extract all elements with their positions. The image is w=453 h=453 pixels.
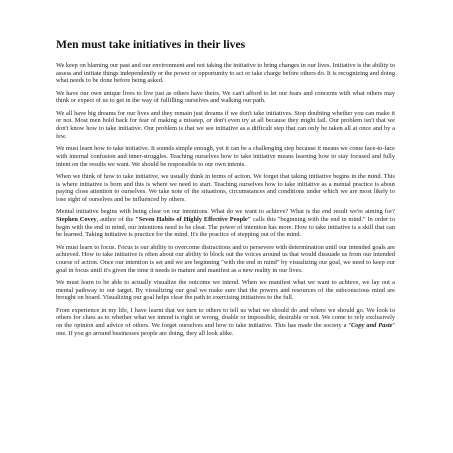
paragraph (56, 173, 395, 204)
text-run: We all have big dreams for our lives and they remain just dreams if we don't take initiatives. Stop doubting whether you can make it or not. Most men hold back for fear of making a misstep, or don't even try at all because they might fail. Our problem isn't that we don't know how to take initiative. Our problem is that we see initiative as a difficult step that can only be taken all at once and by a few. (56, 109, 395, 140)
text-run: Mental initiative begins with being clear on our intentions. What do we want to achieve? What is the end result we're aiming for? (56, 208, 395, 216)
text-run: " one. If you go around businesses people are doing, they all look alike. (56, 322, 395, 337)
text-run: We must learn to focus. Focus is our ability to overcome distractions and to persevere with determination until our intended goals are achieved. How to take initiative is often about our ability to block out the voices around us that would dissuade us from our intended course of action. Once our intention is set and we are beginning "with the end in mind" by visualizing our goal, we need to keep our goal in focus until it's given the time it needs to mature and manifest as a new reality in our lives. (56, 243, 395, 274)
text-run: We must learn how to take initiative. It sounds simple enough, yet it can be a challenging step because it means we come face-to-face with internal confusion and inner-struggles. Teaching ourselves how to take initiative means learning how to stay focused and fully intent on the results we want. We should be responsible to our own intents. (56, 145, 395, 168)
text-run: We must learn to be able to actually visualize the outcome we intend. When we manifest what we want to achieve, we lay out a mental pathway to our target. By visualizing our goal we make sure that the powers and resources of the subconscious mind are brought on board. Visualizing our goal helps clear the path to exercising initiatives to the full. (56, 279, 395, 302)
paragraph (56, 145, 395, 168)
paragraph (56, 110, 395, 141)
paragraph (56, 208, 395, 239)
text-run: calls this "beginning with the end in mind." In order to begin with the end in mind, our intentions need to be clear. The power of intention has more. How to take initiative is a skill that can be learned. Taking initiative is practice for the mind. It's the practice of stepping out of the mind. (56, 215, 395, 239)
text-run: When we think of how to take initiative, we usually think in terms of action. We forget that taking initiative begins in the mind. This is where initiative is born and this is where we need to start. Teaching ourselves how to take initiative as a mental practice is about paying close attention to ourselves. We take note of the situations, circumstances and conditions under which we are most likely to lose sight of ourselves and be influenced by others. (56, 172, 395, 203)
paragraph (56, 90, 395, 105)
text-run: We keep on blaming our past and our environment and not taking the initiative to bring changes in our lives. Initiative is the ability to assess and initiate things independently or the power or opportunity to act or take charge before others do. It is recognizing and doing what needs to be done before being asked. (56, 62, 395, 85)
paragraph (56, 244, 395, 275)
paragraph (56, 279, 395, 302)
bold-run: Stephen Covey (56, 215, 97, 223)
text-run: From experience in my life, I have learnt that we turn to others to tell us what we should do and where we should go. We look to others for clues as to whether what we intend is right or wrong, doable or impossible, desirable or not. We come to rely exclusively on the opinion and advice of others. We forget ourselves and how to take initiative. This has made the society a " (56, 306, 395, 330)
text-run: , author of the (96, 215, 136, 223)
emphasis-text: Copy and Paste (351, 322, 393, 330)
paragraph (56, 307, 395, 338)
article-body (56, 62, 395, 342)
bold-run: "Seven Habits of Highly Effective People" (135, 215, 252, 223)
bold-italic-run (351, 322, 392, 329)
page-title: Men must take initiatives in their lives (56, 38, 246, 51)
paragraph (56, 62, 395, 85)
text-run: We have our own unique lives to live just as others have theirs. We can't afford to let our fears and concerns with what others may think or expect of us to get in the way of fulfilling ourselves and walking our path. (56, 89, 395, 105)
